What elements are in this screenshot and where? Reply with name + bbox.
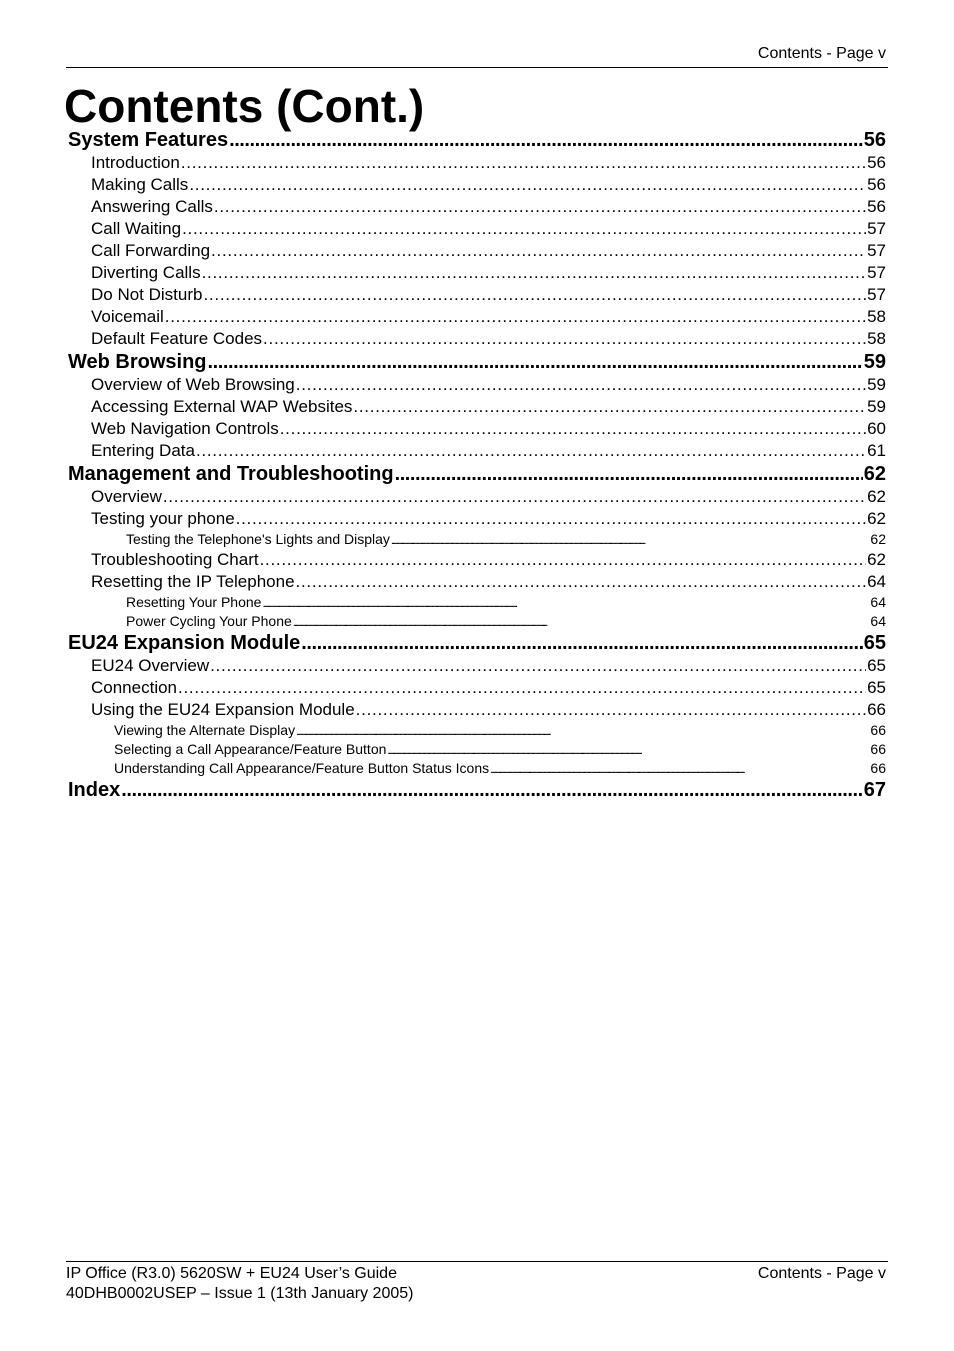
dot-leader	[182, 218, 866, 240]
toc-entry[interactable]	[68, 677, 886, 699]
toc-entry[interactable]	[68, 508, 886, 530]
footer-document-title: IP Office (R3.0) 5620SW + EU24 User’s Guide	[66, 1265, 397, 1282]
toc-entry-title: Introduction	[91, 153, 180, 172]
dot-leader	[395, 462, 863, 486]
toc-page-number: 56	[863, 129, 886, 151]
dot-leader	[178, 677, 866, 699]
dot-leader	[165, 306, 866, 328]
toc-entry-title: Selecting a Call Appearance/Feature Button	[114, 741, 387, 757]
dot-leader	[211, 240, 866, 262]
toc-section-entry[interactable]	[68, 462, 886, 486]
toc-entry-title: Power Cycling Your Phone	[126, 613, 292, 629]
toc-entry[interactable]	[68, 699, 886, 721]
toc-page-number: 57	[867, 219, 886, 238]
toc-page-number: 65	[863, 632, 886, 654]
dot-leader	[490, 759, 869, 778]
toc-entry-title: Default Feature Codes	[91, 329, 263, 348]
toc-page-number: 62	[870, 531, 886, 547]
toc-page-number: 62	[867, 509, 886, 528]
dot-leader	[262, 593, 869, 612]
toc-page-number: 60	[867, 419, 886, 438]
table-of-contents	[68, 128, 886, 802]
toc-page-number: 59	[863, 351, 886, 373]
toc-page-number: 66	[870, 760, 886, 776]
toc-entry[interactable]	[68, 721, 886, 740]
toc-entry-title: Testing the Telephone's Lights and Display	[126, 531, 390, 547]
toc-entry-title: Connection	[91, 678, 178, 697]
toc-entry[interactable]	[68, 612, 886, 631]
dot-leader	[353, 396, 866, 418]
toc-entry-title: Resetting Your Phone	[126, 594, 262, 610]
toc-entry[interactable]	[68, 759, 886, 778]
toc-page-number: 57	[867, 241, 886, 260]
page-header: Contents - Page v	[757, 45, 886, 62]
toc-page-number: 65	[867, 678, 886, 697]
toc-page-number: 64	[870, 594, 886, 610]
toc-entry[interactable]	[68, 396, 886, 418]
dot-leader	[236, 508, 866, 530]
toc-entry[interactable]	[68, 549, 886, 571]
toc-section-entry[interactable]	[68, 778, 886, 802]
dot-leader	[229, 128, 863, 152]
dot-leader	[203, 284, 866, 306]
toc-page-number: 62	[867, 550, 886, 569]
dot-leader	[121, 778, 863, 802]
toc-entry[interactable]	[68, 571, 886, 593]
toc-entry-title: Viewing the Alternate Display	[114, 722, 296, 738]
toc-entry[interactable]	[68, 328, 886, 350]
toc-entry-title: Call Forwarding	[91, 241, 211, 260]
footer-left	[66, 1264, 413, 1304]
toc-entry-title: Management and Troubleshooting	[68, 463, 394, 485]
page-title: Contents (Cont.)	[64, 80, 425, 132]
toc-page-number: 66	[870, 722, 886, 738]
toc-page-number: 57	[867, 263, 886, 282]
dot-leader	[210, 655, 866, 677]
toc-entry[interactable]	[68, 655, 886, 677]
footer-issue-info: 40DHB0002USEP – Issue 1 (13th January 2005)	[66, 1285, 414, 1302]
toc-entry-title: System Features	[68, 129, 229, 151]
toc-page-number: 56	[867, 175, 886, 194]
toc-entry-title: Using the EU24 Expansion Module	[91, 700, 355, 719]
toc-entry-title: Making Calls	[91, 175, 189, 194]
toc-section-entry[interactable]	[68, 350, 886, 374]
toc-page-number: 62	[863, 463, 886, 485]
toc-entry[interactable]	[68, 196, 886, 218]
toc-entry[interactable]	[68, 530, 886, 549]
dot-leader	[293, 612, 870, 631]
toc-entry-title: Diverting Calls	[91, 263, 201, 282]
dot-leader	[214, 196, 866, 218]
dot-leader	[296, 374, 866, 396]
toc-entry[interactable]	[68, 152, 886, 174]
toc-page-number: 58	[867, 329, 886, 348]
toc-page-number: 56	[867, 153, 886, 172]
toc-page-number: 65	[867, 656, 886, 675]
dot-leader	[391, 530, 870, 549]
toc-page-number: 57	[867, 285, 886, 304]
toc-entry[interactable]	[68, 418, 886, 440]
toc-entry[interactable]	[68, 740, 886, 759]
toc-entry[interactable]	[68, 218, 886, 240]
dot-leader	[202, 262, 866, 284]
footer-rule	[66, 1261, 888, 1262]
toc-entry[interactable]	[68, 593, 886, 612]
dot-leader	[263, 328, 866, 350]
toc-entry-title: Index	[68, 779, 121, 801]
toc-section-entry[interactable]	[68, 631, 886, 655]
toc-entry-title: Accessing External WAP Websites	[91, 397, 353, 416]
dot-leader	[296, 571, 867, 593]
toc-entry-title: Understanding Call Appearance/Feature Button Status Icons	[114, 760, 490, 776]
toc-entry-title: Web Browsing	[68, 351, 207, 373]
dot-leader	[208, 350, 863, 374]
toc-page-number: 61	[867, 441, 886, 460]
dot-leader	[181, 152, 866, 174]
toc-section-entry[interactable]	[68, 128, 886, 152]
toc-entry-title: Web Navigation Controls	[91, 419, 279, 438]
toc-entry-title: Voicemail	[91, 307, 164, 326]
toc-page-number: 66	[867, 700, 886, 719]
toc-entry-title: Do Not Disturb	[91, 285, 203, 304]
header-rule	[66, 67, 888, 68]
toc-entry[interactable]	[68, 284, 886, 306]
toc-entry[interactable]	[68, 486, 886, 508]
toc-entry-title: Troubleshooting Chart	[91, 550, 259, 569]
dot-leader	[296, 721, 869, 740]
toc-entry[interactable]	[68, 174, 886, 196]
toc-page-number: 59	[867, 375, 886, 394]
toc-page-number: 59	[867, 397, 886, 416]
toc-entry-title: Answering Calls	[91, 197, 213, 216]
dot-leader	[260, 549, 867, 571]
toc-page-number: 62	[867, 487, 886, 506]
toc-entry-title: Entering Data	[91, 441, 195, 460]
toc-page-number: 67	[863, 779, 886, 801]
toc-page-number: 64	[870, 613, 886, 629]
dot-leader	[356, 699, 866, 721]
toc-entry-title: Resetting the IP Telephone	[91, 572, 295, 591]
toc-entry[interactable]	[68, 240, 886, 262]
toc-page-number: 56	[867, 197, 886, 216]
toc-page-number: 64	[867, 572, 886, 591]
toc-entry[interactable]	[68, 306, 886, 328]
toc-entry-title: EU24 Overview	[91, 656, 210, 675]
dot-leader	[280, 418, 866, 440]
toc-page-number: 66	[870, 741, 886, 757]
toc-entry[interactable]	[68, 440, 886, 462]
dot-leader	[163, 486, 866, 508]
toc-entry-title: Testing your phone	[91, 509, 235, 528]
dot-leader	[196, 440, 866, 462]
toc-entry[interactable]	[68, 262, 886, 284]
dot-leader	[301, 631, 862, 655]
toc-entry[interactable]	[68, 374, 886, 396]
toc-page-number: 58	[867, 307, 886, 326]
toc-entry-title: Overview	[91, 487, 162, 506]
footer-page-label: Contents - Page v	[757, 1265, 886, 1282]
toc-entry-title: Call Waiting	[91, 219, 182, 238]
dot-leader	[387, 740, 869, 759]
dot-leader	[189, 174, 866, 196]
toc-entry-title: EU24 Expansion Module	[68, 632, 301, 654]
toc-entry-title: Overview of Web Browsing	[91, 375, 295, 394]
